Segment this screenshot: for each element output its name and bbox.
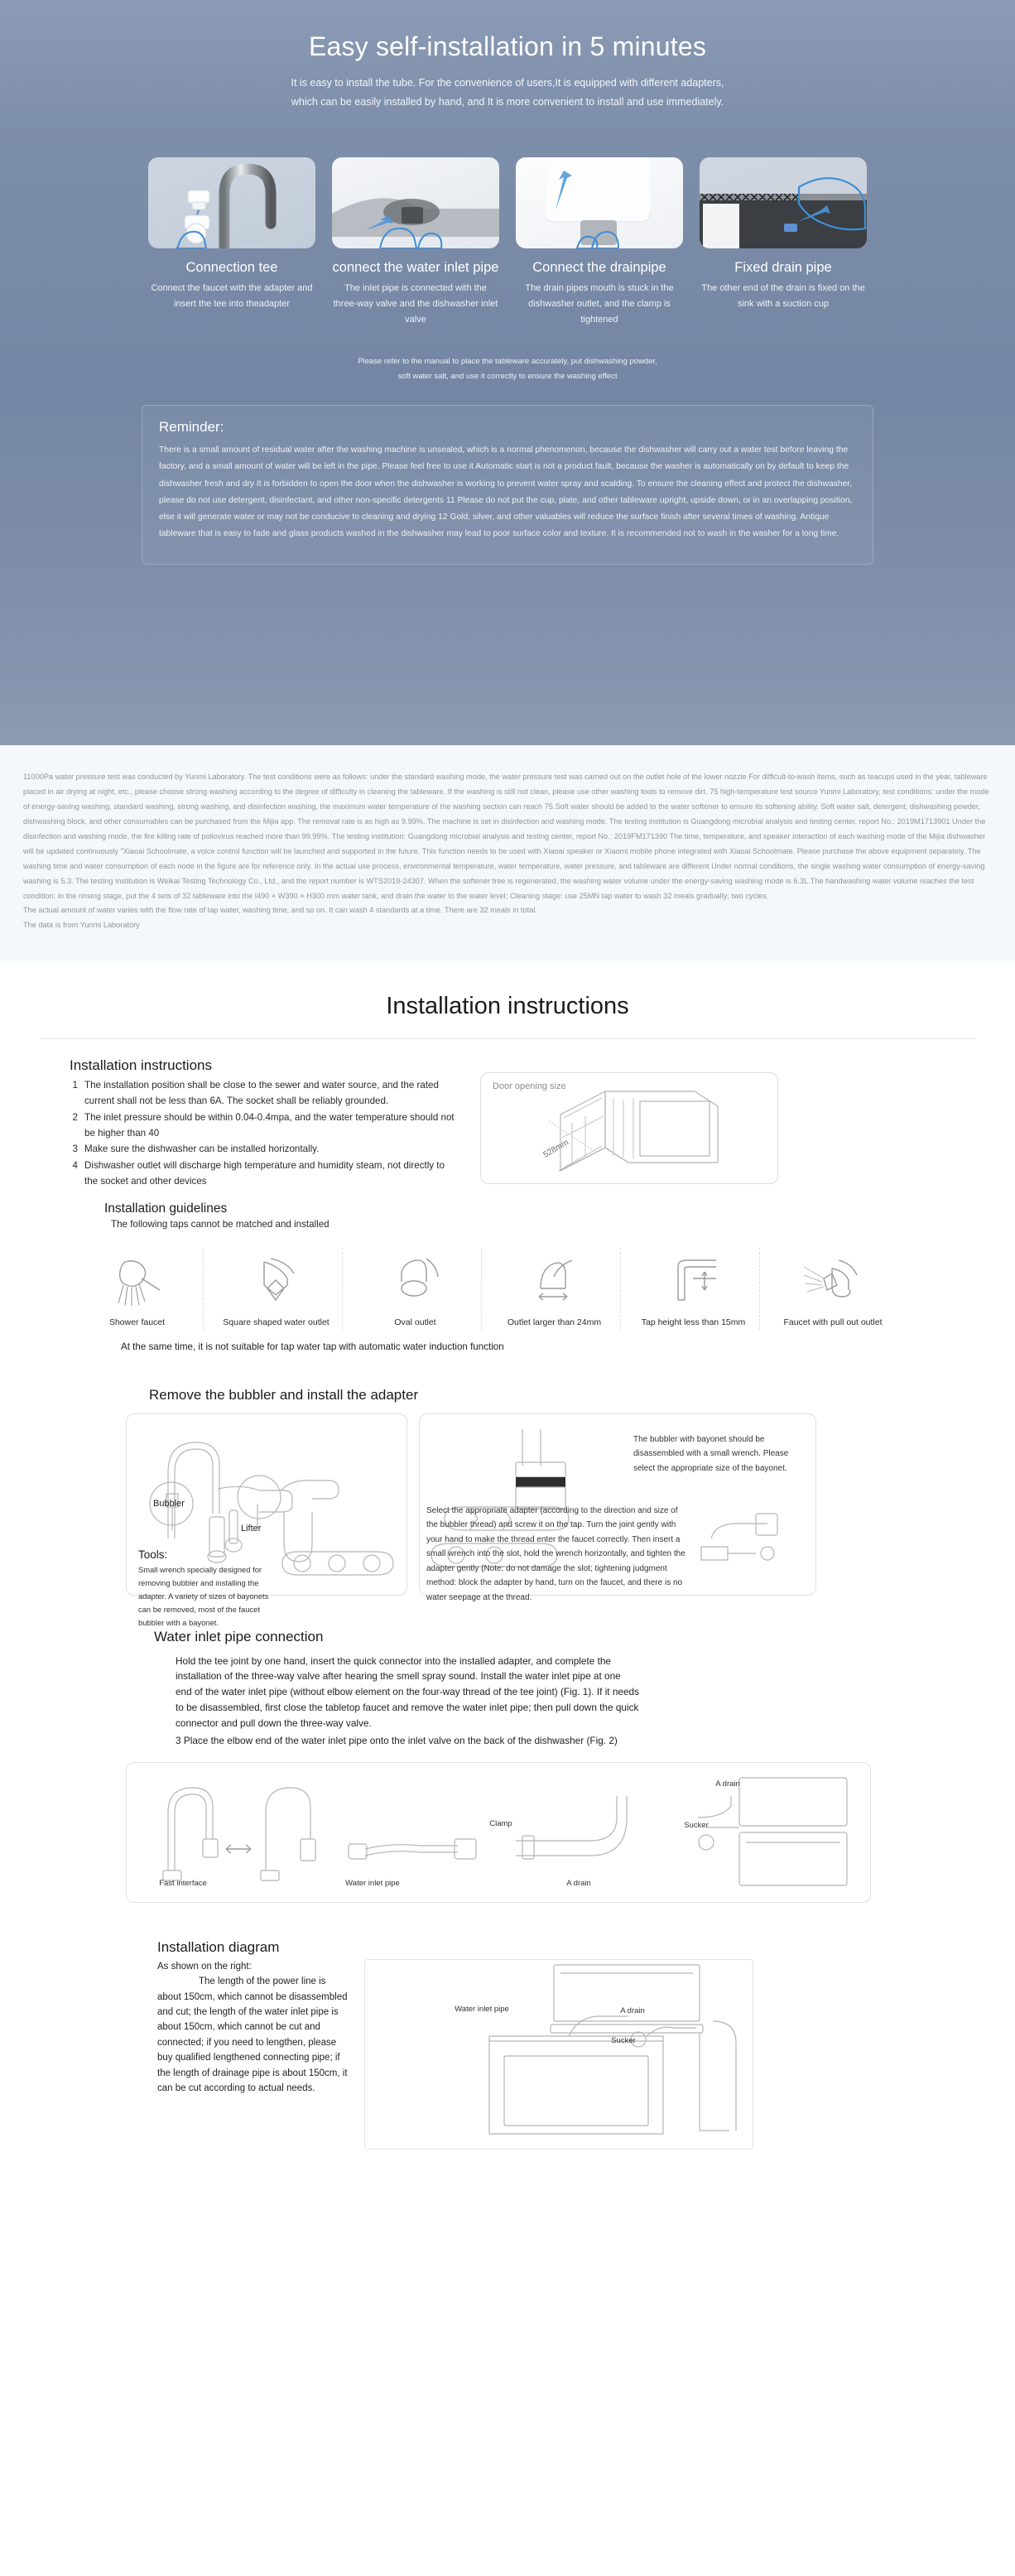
- square-outlet-icon: [210, 1253, 342, 1312]
- a-drain-label-top: A drain: [715, 1779, 740, 1789]
- step-panel-title: connect the water inlet pipe: [332, 260, 499, 276]
- door-dimension-label: 528mm: [541, 1138, 570, 1160]
- bubbler-note-bottom: Select the appropriate adapter (according to the direction and size of the bubbler thread) and screw it on the tap. Turn the joint gently with your hand to make the thread enter the faucet correctly. Then insert a small wrench into the slot, hold the wrench horizontally, and tighten the adapter gently (Note: do not damage the slot; tightening judgment method: block the adapter by hand, turn on the faucet, and there is no water seepage at the thread.: [426, 1505, 685, 1602]
- drainpipe-photo: [516, 157, 683, 248]
- tap-label: Oval outlet: [394, 1317, 436, 1327]
- bubbler-diagram-box: [126, 1413, 407, 1627]
- instruction-text: Dishwasher outlet will discharge high temperature and humidity steam, not directly to the socket and other devices: [84, 1160, 445, 1187]
- bubbler-heading: Remove the bubbler and install the adapter: [149, 1386, 419, 1403]
- diagram-text-column: [157, 1959, 349, 2150]
- sucker-label: Sucker: [684, 1820, 709, 1830]
- tap-label: Faucet with pull out outlet: [783, 1317, 883, 1327]
- step-panel-desc: Connect the faucet with the adapter and insert the tee into theadapter: [151, 282, 313, 309]
- tools-heading: Tools:: [138, 1548, 168, 1561]
- inlet-body-item3: 3 Place the elbow end of the water inlet pipe onto the inlet valve on the back of the dishwasher (Fig. 2): [176, 1734, 618, 1746]
- diagram-body: The length of the power line is about 150cm, which cannot be disassembled and cut; the length of the water inlet pipe is about 150cm, which cannot be cut and connected; if you need to lengthen, please buy qualified lengthened connecting pipe; if the length of drainage pipe is about 150cm, it can be cut according to actual needs.: [157, 1977, 348, 2093]
- step-panel-desc: The drain pipes mouth is stuck in the dishwasher outlet, and the clamp is tightened: [525, 282, 674, 325]
- tap-label: Outlet larger than 24mm: [507, 1317, 602, 1327]
- taps-note: At the same time, it is not suitable for tap water tap with automatic water induction function: [121, 1341, 504, 1352]
- shower-faucet-icon: [71, 1253, 203, 1312]
- tap-item: [349, 1248, 482, 1330]
- wide-outlet-icon: [488, 1253, 620, 1312]
- guidelines-subtext: The following taps cannot be matched and installed: [111, 1218, 330, 1230]
- bubbler-label: Bubbler: [153, 1498, 185, 1509]
- guidelines-block: [104, 1201, 459, 1230]
- instruction-item: [70, 1142, 459, 1158]
- instruction-item: [70, 1110, 459, 1142]
- diagram-heading: Installation diagram: [157, 1938, 280, 1955]
- instruction-item: [70, 1158, 459, 1190]
- diagram-a-drain-label: A drain: [620, 2005, 645, 2015]
- fineprint-section: [0, 745, 1015, 961]
- instructions-heading: Installation instructions: [70, 1057, 212, 1074]
- reminder-body: There is a small amount of residual water after the washing machine is unsealed, which is a normal phenomenon, because the dishwasher will carry out a water test before leaving the factory, and a small amount of water will be left in the pipe. Please feel free to use it Automatic start is not a product fault, because the washer is automatically on by default to keep the dishwasher fresh and dry It is forbidden to open the door when the dishwasher is working to prevent water spray and scalding. To ensure the cleaning effect and protect the dishwasher, please do not use detergent, disinfectant, and other non-specific detergents 11 Please do not put the cup, plate, and other tableware upright, upside down, or in an overlapping position, else it will generate water or may not be conducive to cleaning and drying 12 Gold, silver, and other valuables will reduce the surface finish after several times of washing. Antique tableware that is easy to fade and glass products washed in the dishwasher may lead to poor surface color and texture. It is recommended not to wash in the washer for a long time.: [159, 445, 853, 538]
- fixed-drain-photo: [700, 157, 867, 248]
- inlet-heading: Water inlet pipe connection: [154, 1628, 324, 1644]
- reminder-box: [142, 405, 873, 564]
- tap-item: [210, 1248, 343, 1330]
- instruction-number: 3: [72, 1144, 78, 1155]
- diagram-row: [157, 1959, 1015, 2150]
- lifter-label: Lifter: [241, 1523, 262, 1534]
- step-panel-title: Fixed drain pipe: [734, 260, 832, 276]
- oval-outlet-icon: [349, 1253, 481, 1312]
- hero-subtitle-line-2: which can be easily installed by hand, and It is more convenient to install and use immediately.: [291, 96, 724, 108]
- tap-item: [71, 1248, 204, 1330]
- instructions-list: [70, 1078, 459, 1189]
- hero-manual-note: [218, 354, 797, 383]
- installation-section: [0, 961, 1015, 2183]
- page-title: Easy self-installation in 5 minutes: [308, 31, 707, 61]
- inlet-figure-box: [126, 1762, 871, 1903]
- step-panel: [332, 157, 499, 328]
- tap-item: [488, 1248, 621, 1330]
- fast-interface-label: Fast interface: [159, 1878, 207, 1888]
- instruction-number: 2: [72, 1111, 78, 1123]
- step-panel: [148, 157, 315, 328]
- instruction-number: 4: [72, 1160, 78, 1172]
- water-inlet-pipe-label: Water inlet pipe: [345, 1878, 400, 1888]
- hero-subtitle-line-1: It is easy to install the tube. For the convenience of users,It is equipped with different adapters,: [291, 77, 724, 89]
- tap-label: Shower faucet: [108, 1317, 166, 1327]
- clamp-label: Clamp: [489, 1818, 512, 1828]
- instruction-text: The installation position shall be close to the sewer and water source, and the rated current shall not be less than 6A. The socket shall be reliably grounded.: [84, 1080, 439, 1107]
- door-opening-label: Door opening size: [493, 1081, 566, 1092]
- hero-manual-note-line-1: Please refer to the manual to place the tableware accurately, put dishwashing powder,: [358, 357, 657, 367]
- divider: [40, 1038, 975, 1039]
- a-drain-label: A drain: [566, 1878, 591, 1888]
- tap-item: [628, 1248, 760, 1330]
- pullout-faucet-icon: [767, 1253, 899, 1312]
- fineprint-paragraph-3: The data is from Yunmi Laboratory: [23, 921, 140, 930]
- step-panel-desc: The inlet pipe is connected with the three-way valve and the dishwasher inlet valve: [333, 282, 498, 325]
- hero-manual-note-line-2: soft water salt, and use it correctly to ensure the washing effect: [397, 371, 618, 381]
- tap-item: [767, 1248, 899, 1330]
- step-panel: [516, 157, 683, 328]
- tap-label: Tap height less than 15mm: [641, 1317, 746, 1327]
- door-opening-diagram: [480, 1072, 778, 1184]
- instructions-column: [70, 1057, 459, 1229]
- bubbler-note-top: The bubbler with bayonet should be disassembled with a small wrench. Please select the appropriate size of the bayonet.: [633, 1434, 789, 1473]
- instructions-row: [0, 1057, 1015, 1229]
- diagram-sucker-label: Sucker: [611, 2035, 636, 2045]
- fineprint-paragraph-1: 11000Pa water pressure test was conducted by Yunmi Laboratory. The test conditions were as follows: under the standard washing mode, the water pressure test was carried out on the outlet hole of the lower nozzle For difficult-to-wash items, such as teacups used in the year, tableware placed in air drying at night, etc., please choose strong washing according to the degree of difficulty in cleaning the tableware. If the washing is still not clean, please use other washing tools to remove dirt. 75 high-temperature test source Yunmi Laboratory, test conditions: under the mode of energy-saving washing, standard washing, strong washing, and disinfection washing, the maximum water temperature of the washing section can reach 75.Soft water should be added to the water softener to ensure its softening ability. Soft water salt, detergent, dishwashing powder, dishwashing block, and other consumables can be purchased from the Mijia app. The removal rate is as high as 9.99%. The machine is set in disinfection and washing mode. The testing institution is Guangdong microbial analysis and testing center, report No.: 2019M1713901 Under the disinfection and washing mode, the fire killing rate of poliovirus reached more than 99.99%. The testing institution: Guangdong microbial analysis and testing center, report No.: 2019FM171390 The time, temperature, and speaker interaction of each washing mode of the Mijia dishwasher will be updated continuously "Xiaoai Schoolmate, a voice control function will be launched and supported in the future. This function needs to be used with Xiaoai speaker or Xiaomi mobile phone integrated with Xiaoai Schoolmate. Please purchase the above equipment separately. The washing time and water consumption of each node in the figure are for reference only. In the actual use process, environmental temperature, water temperature, water pressure, and tableware are different Under normal conditions, the single washing water consumption of energy-saving washing is 5.3. The testing institution is Weikai Testing Technology Co., Ltd., and the report number is WTS2019-24307. When the softener tree is regenerated, the washing water volume under the energy-saving washing mode is 6.3L.The handwashing water volume reaches the test condition: in the rinsing stage, put the 4 sets of 32 tableware into the l490 × W390 × H300 mm water tank, and drain the water to the water level; Cleaning stage: use 25MN tap water to wash 32 meals gradually; two cycles.: [23, 773, 989, 900]
- instruction-number: 1: [72, 1080, 78, 1091]
- inlet-body: Hold the tee joint by one hand, insert the quick connector into the installed adapter, and complete the installation of the three-way valve after hearing the smell spray sound. Install the water inlet pipe at one end of the water inlet pipe (without elbow element on the four-way thread of the tee joint) (Fig. 1). If it needs to be disassembled, first close the tabletop faucet and remove the water inlet pipe; then pull down the quick connector and pull down the three-way valve.: [176, 1654, 640, 1730]
- installation-page-title: Installation instructions: [386, 993, 629, 1020]
- hero-section: [0, 0, 1015, 745]
- step-panel: [700, 157, 867, 328]
- faucet-adapter-photo: [148, 157, 315, 248]
- bubbler-figure-row: [126, 1413, 1015, 1627]
- guidelines-heading: Installation guidelines: [104, 1201, 228, 1216]
- step-panel-title: Connect the drainpipe: [532, 260, 666, 276]
- fineprint-paragraph-2: The actual amount of water varies with the flow rate of tap water, washing time, and so on. It can wash 4 standards at a time. There are 32 meals in total.: [23, 906, 537, 915]
- tools-text: Small wrench specially designed for removing bubbler and installing the adapter. A variety of sizes of bayonets can be removed, most of the faucet bubbler with a bayonet.: [138, 1564, 269, 1627]
- step-panel-desc: The other end of the drain is fixed on the sink with a suction cup: [701, 282, 865, 309]
- instruction-text: The inlet pressure should be within 0.04-0.4mpa, and the water temperature should not be higher than 40: [84, 1111, 455, 1139]
- instruction-text: Make sure the dishwasher can be installed horizontally.: [84, 1144, 320, 1155]
- instruction-item: [70, 1078, 459, 1110]
- diagram-subheading: As shown on the right:: [157, 1961, 252, 1972]
- adapter-instruction-box: [419, 1413, 816, 1602]
- step-panel-title: Connection tee: [185, 260, 278, 276]
- inlet-pipe-photo: [332, 157, 499, 248]
- hero-subtitle: [152, 74, 863, 112]
- diagram-water-inlet-pipe-label: Water inlet pipe: [455, 2004, 509, 2014]
- low-tap-icon: [628, 1253, 759, 1312]
- tap-label: Square shaped water outlet: [223, 1317, 330, 1327]
- reminder-heading: Reminder:: [159, 419, 224, 436]
- unsupported-taps-row: [71, 1248, 899, 1330]
- installation-diagram-box: [364, 1959, 753, 2150]
- step-panel-list: [0, 157, 1015, 328]
